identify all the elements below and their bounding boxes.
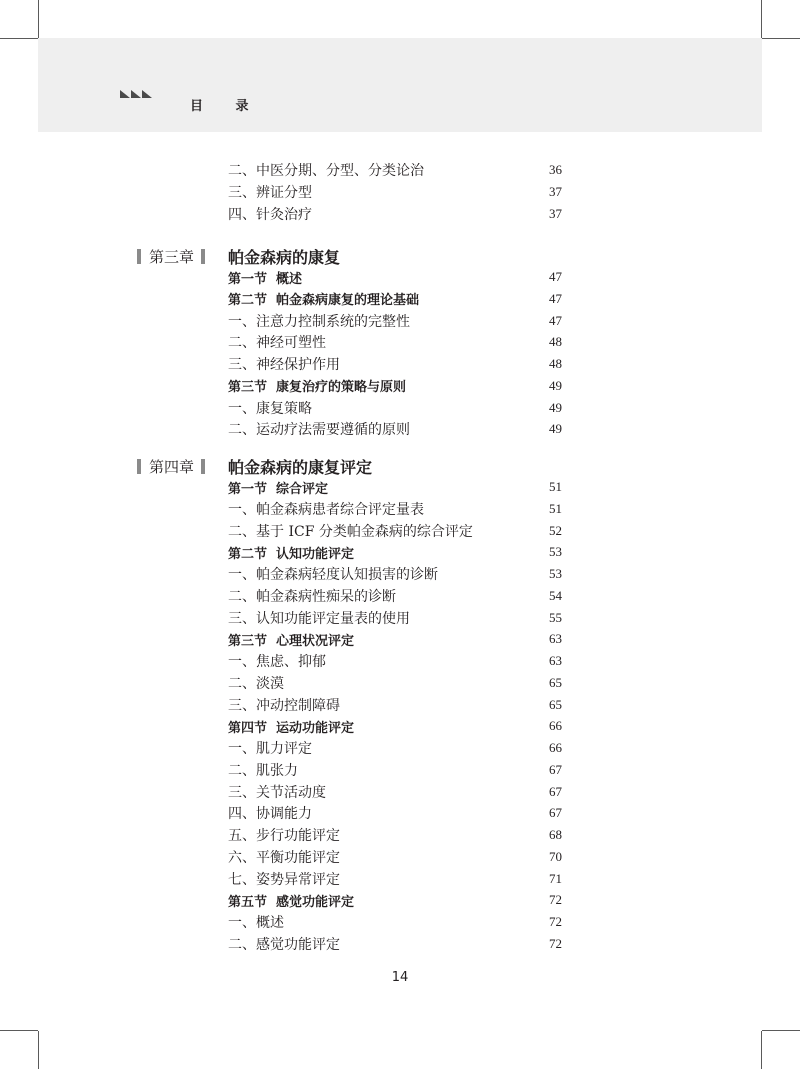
- toc-page-number: 47: [549, 312, 562, 328]
- toc-entry-label: 二、感觉功能评定: [228, 936, 340, 953]
- toc-section-row[interactable]: [228, 541, 562, 563]
- toc-entry-label: 一、肌力评定: [228, 741, 312, 757]
- chapter-tag: [137, 455, 205, 477]
- toc-entry-row[interactable]: [228, 418, 562, 440]
- toc-page-number: 65: [549, 674, 562, 690]
- chapter-title-row[interactable]: [228, 455, 562, 477]
- toc-page-number: 47: [549, 269, 562, 284]
- toc-page-number: 49: [549, 421, 562, 437]
- crop-mark: [761, 0, 762, 38]
- toc-entry-label: 二、帕金森病性痴呆的诊断: [228, 588, 396, 605]
- toc-entry-row[interactable]: [228, 585, 562, 607]
- toc-page-number: 53: [549, 566, 562, 581]
- toc-entry-label: 二、肌张力: [228, 762, 298, 779]
- toc-page-number: 49: [549, 377, 562, 393]
- crop-mark: [0, 1030, 38, 1031]
- toc-entry-label: 一、帕金森病轻度认知损害的诊断: [228, 567, 438, 583]
- toc-entry-row[interactable]: [228, 181, 562, 203]
- toc-page-number: 68: [549, 827, 562, 842]
- toc-entry-row[interactable]: [228, 672, 562, 694]
- toc-page-number: 51: [549, 500, 562, 516]
- toc-page-number: 63: [549, 653, 562, 668]
- toc-entry-row[interactable]: [228, 203, 562, 225]
- crop-mark: [38, 0, 39, 38]
- toc-entry-label: 第三节 心理状况评定: [228, 633, 355, 649]
- crop-mark: [762, 1030, 800, 1031]
- toc-entry-label: 第一节 综合评定: [228, 481, 329, 497]
- toc-page-number: 72: [549, 892, 562, 908]
- toc-entry-label: 第五节 感觉功能评定: [228, 894, 355, 910]
- toc-entry-row[interactable]: [228, 520, 562, 542]
- toc-entry-row[interactable]: [228, 781, 562, 803]
- chapter-bar-right: [201, 249, 205, 264]
- toc-entry-label: 六、平衡功能评定: [228, 849, 340, 866]
- toc-entry-label: 二、中医分期、分型、分类论治: [228, 163, 424, 179]
- toc-section-row[interactable]: [228, 375, 562, 397]
- toc-section-row[interactable]: [228, 266, 562, 288]
- toc-entry-row[interactable]: [228, 802, 562, 824]
- toc-entry-label: 三、辨证分型: [228, 184, 312, 201]
- toc-entry-row[interactable]: [228, 759, 562, 781]
- toc-page-number: 48: [549, 356, 562, 371]
- page-number: 14: [391, 970, 409, 985]
- toc-entry-label: 三、关节活动度: [228, 784, 326, 801]
- toc-page-number: 47: [549, 290, 562, 306]
- chapter-number: 第四章: [149, 457, 195, 476]
- toc-entry-label: 帕金森病的康复: [228, 247, 341, 267]
- toc-entry-label: 一、概述: [228, 915, 284, 931]
- toc-section-row[interactable]: [228, 476, 562, 498]
- toc-page-number: 72: [549, 914, 562, 929]
- toc-page-number: 70: [549, 848, 562, 864]
- toc-entry-label: 帕金森病的康复评定: [228, 457, 373, 477]
- toc-entry-label: 一、康复策略: [228, 400, 312, 417]
- crop-mark: [761, 1031, 762, 1069]
- toc-entry-row[interactable]: [228, 607, 562, 629]
- toc-entry-label: 第一节 概述: [228, 271, 303, 287]
- toc-entry-label: 三、冲动控制障碍: [228, 697, 340, 714]
- toc-entry-label: 七、姿势异常评定: [228, 871, 340, 888]
- crop-mark: [0, 38, 38, 39]
- toc-entry-row[interactable]: [228, 563, 562, 585]
- toc-entry-label: 四、针灸治疗: [228, 206, 312, 223]
- crop-mark: [38, 1031, 39, 1069]
- chapter-title-row[interactable]: [228, 245, 562, 267]
- toc-page-number: 49: [549, 399, 562, 415]
- toc-entry-label: 第二节 帕金森病康复的理论基础: [228, 293, 420, 309]
- toc-section-row[interactable]: [228, 628, 562, 650]
- toc-page-number: 67: [549, 761, 562, 777]
- toc-entry-label: 二、运动疗法需要遵循的原则: [228, 422, 410, 439]
- toc-section-row[interactable]: [228, 715, 562, 737]
- toc-entry-label: 一、帕金森病患者综合评定量表: [228, 501, 424, 518]
- toc-page-number: 55: [549, 609, 562, 625]
- toc-entry-label: 二、淡漠: [228, 675, 284, 692]
- toc-entry-row[interactable]: [228, 694, 562, 716]
- toc-entry-label: 二、基于 ICF 分类帕金森病的综合评定: [228, 523, 473, 540]
- toc-page-number: 51: [549, 479, 562, 494]
- toc-entry-label: 三、认知功能评定量表的使用: [228, 610, 410, 627]
- toc-page-number: 36: [549, 162, 562, 177]
- toc-entry-label: 五、步行功能评定: [228, 828, 340, 844]
- toc-entry-row[interactable]: [228, 650, 562, 672]
- toc-page-number: 54: [549, 587, 562, 603]
- crop-mark: [762, 38, 800, 39]
- toc-page-number: 72: [549, 935, 562, 951]
- toc-entry-row[interactable]: [228, 159, 562, 181]
- toc-page-number: 52: [549, 522, 562, 538]
- toc-entry-label: 第四节 运动功能评定: [228, 720, 355, 736]
- toc-entry-row[interactable]: [228, 824, 562, 846]
- toc-page-number: 37: [549, 183, 562, 199]
- toc-entry-label: 一、注意力控制系统的完整性: [228, 313, 410, 330]
- toc-entry-row[interactable]: [228, 397, 562, 419]
- toc-entry-row[interactable]: [228, 310, 562, 332]
- toc-entry-row[interactable]: [228, 331, 562, 353]
- toc-entry-row[interactable]: [228, 498, 562, 520]
- toc-page-number: 37: [549, 205, 562, 221]
- toc-entry-row[interactable]: [228, 868, 562, 890]
- toc-entry-row[interactable]: [228, 911, 562, 933]
- toc-page-number: 71: [549, 870, 562, 886]
- toc-page-number: 65: [549, 696, 562, 712]
- toc-page-number: 66: [549, 718, 562, 734]
- header-band: [38, 38, 762, 132]
- toc-entry-row[interactable]: [228, 737, 562, 759]
- triangle-marker-icon: [120, 90, 152, 98]
- toc-entry-row[interactable]: [228, 846, 562, 868]
- toc-entry-label: 第三节 康复治疗的策略与原则: [228, 380, 407, 396]
- toc-entry-label: 三、神经保护作用: [228, 357, 340, 373]
- toc-entry-row[interactable]: [228, 933, 562, 955]
- toc-page-number: 48: [549, 334, 562, 350]
- toc-page-number: 67: [549, 805, 562, 821]
- toc-page-number: 53: [549, 544, 562, 560]
- toc-page-number: 63: [549, 631, 562, 647]
- chapter-bar-left: [137, 459, 141, 474]
- toc-entry-label: 第二节 认知功能评定: [228, 546, 355, 562]
- chapter-bar-right: [201, 459, 205, 474]
- chapter-tag: [137, 245, 205, 267]
- toc-section-row[interactable]: [228, 288, 562, 310]
- chapter-number: 第三章: [149, 247, 195, 266]
- toc-entry-row[interactable]: [228, 353, 562, 375]
- toc-section-row[interactable]: [228, 889, 562, 911]
- toc-page-number: 66: [549, 740, 562, 755]
- chapter-bar-left: [137, 249, 141, 264]
- toc-entry-label: 一、焦虑、抑郁: [228, 654, 326, 670]
- toc-entry-label: 二、神经可塑性: [228, 335, 326, 352]
- header-title: 目 录: [190, 99, 263, 114]
- toc-page-number: 67: [549, 783, 562, 799]
- toc-entry-label: 四、协调能力: [228, 806, 312, 823]
